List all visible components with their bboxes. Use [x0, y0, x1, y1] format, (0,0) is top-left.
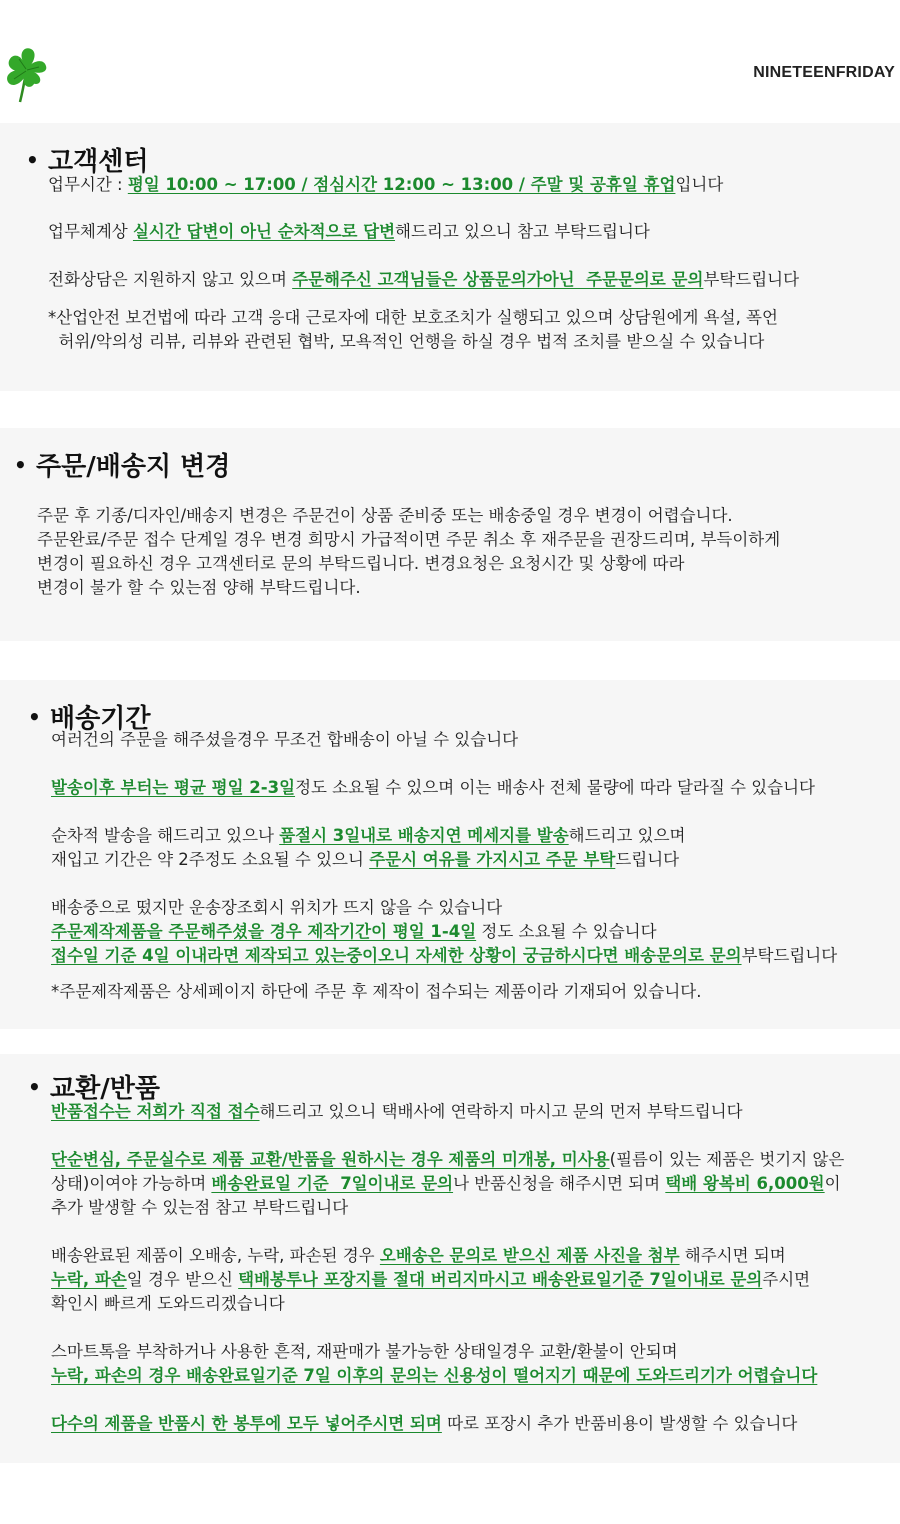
highlight-text: 주문해주신 고객님들은 상품문의가아닌 주문문의로 문의	[292, 270, 704, 289]
body-text: 주문완료/주문 접수 단계일 경우 변경 희망시 가급적이면 주문 취소 후 재주문을 권장드리며, 부득이하게	[37, 530, 781, 549]
text-line	[51, 1340, 678, 1364]
body-text: *주문제작제품은 상세페이지 하단에 주문 후 제작이 접수되는 제품이라 기재되어 있습니다.	[51, 982, 702, 1001]
text-line	[51, 776, 815, 800]
body-text: 여러건의 주문을 해주셨을경우 무조건 합배송이 아닐 수 있습니다	[51, 730, 519, 749]
text-line	[48, 173, 723, 197]
text-line	[51, 1412, 797, 1436]
highlight-text: 오배송은 문의로 받으신 제품 사진을 첨부	[379, 1246, 680, 1265]
body-text: 업무시간 :	[48, 175, 128, 194]
text-line	[51, 1244, 786, 1268]
body-text: 상태)이여야 가능하며	[51, 1174, 212, 1193]
body-text: 부탁드립니다	[741, 946, 838, 965]
body-text: 배송중으로 떴지만 운송장조회시 위치가 뜨지 않을 수 있습니다	[51, 898, 503, 917]
section-delivery-period	[0, 680, 900, 1029]
text-line	[51, 1292, 285, 1316]
text-line	[48, 330, 764, 354]
body-text: 허위/악의성 리뷰, 리뷰와 관련된 협박, 모욕적인 언행을 하실 경우 법적 조치를 받으실 수 있습니다	[48, 332, 765, 351]
body-text: 나 반품신청을 해주시면 되며	[453, 1174, 666, 1193]
highlight-text: 단순변심, 주문실수로 제품 교환/반품을 원하시는 경우 제품의 미개봉, 미사용	[51, 1150, 610, 1169]
body-text: 해주시면 되며	[679, 1246, 786, 1265]
body-text: 일 경우 받으신	[126, 1270, 239, 1289]
body-text: 변경이 불가 할 수 있는점 양해 부탁드립니다.	[37, 578, 361, 597]
highlight-text: 품절시 3일내로 배송지연 메세지를 발송	[279, 826, 569, 845]
section-title-text: 배송기간	[50, 704, 151, 734]
body-text: *산업안전 보건법에 따라 고객 응대 근로자에 대한 보호조치가 실행되고 있으며 상담원에게 욕설, 폭언	[48, 308, 778, 327]
section-title-text: 교환/반품	[50, 1074, 160, 1104]
brand-name: NINETEENFRIDAY	[753, 64, 895, 81]
highlight-text: 주문시 여유를 가지시고 주문 부탁	[369, 850, 616, 869]
highlight-text: 택배 왕복비 6,000원	[665, 1174, 825, 1193]
body-text: 추가 발생할 수 있는점 참고 부탁드립니다	[51, 1198, 349, 1217]
body-text: 해드리고 있으니 참고 부탁드립니다	[395, 222, 650, 241]
text-line	[37, 504, 733, 528]
text-line	[51, 944, 837, 968]
text-line	[51, 848, 679, 872]
text-line	[48, 220, 650, 244]
body-text: 부탁드립니다	[703, 270, 800, 289]
highlight-text: 발송이후 부터는 평균 평일 2-3일	[51, 778, 296, 797]
highlight-text: 접수일 기준 4일 이내라면 제작되고 있는중이오니 자세한 상황이 궁금하시다면 배송문의로 문의	[51, 946, 742, 965]
highlight-text: 누락, 파손의 경우 배송완료일기준 7일 이후의 문의는 신용성이 떨어지기 때문에 도와드리기가 어렵습니다	[51, 1366, 818, 1385]
body-text: 확인시 빠르게 도와드리겠습니다	[51, 1294, 285, 1313]
text-line	[51, 920, 657, 944]
body-text: 정도 소요될 수 있습니다	[476, 922, 657, 941]
body-text: 순차적 발송을 해드리고 있으나	[51, 826, 280, 845]
body-text: 해드리고 있으니 택배사에 연락하지 마시고 문의 먼저 부탁드립니다	[259, 1102, 743, 1121]
text-line	[51, 824, 686, 848]
section-order-change	[0, 428, 900, 641]
body-text: 변경이 필요하신 경우 고객센터로 문의 부탁드립니다. 변경요청은 요청시간 및 상황에 따라	[37, 554, 685, 573]
text-line	[48, 268, 799, 292]
body-text: 드립니다	[615, 850, 680, 869]
text-line	[48, 306, 778, 330]
four-leaf-clover-icon	[2, 42, 50, 104]
body-text: 해드리고 있으며	[568, 826, 686, 845]
text-line	[37, 528, 780, 552]
text-line	[51, 1172, 841, 1196]
body-text: 따로 포장시 추가 반품비용이 발생할 수 있습니다	[441, 1414, 798, 1433]
highlight-text: 택배봉투나 포장지를 절대 버리지마시고 배송완료일기준 7일이내로 문의	[238, 1270, 763, 1289]
text-line	[51, 1148, 844, 1172]
text-line	[51, 1364, 817, 1388]
highlight-text: 다수의 제품을 반품시 한 봉투에 모두 넣어주시면 되며	[51, 1414, 442, 1433]
body-text: 스마트톡을 부착하거나 사용한 흔적, 재판매가 불가능한 상태일경우 교환/환불이 안되며	[51, 1342, 678, 1361]
bullet-icon: •	[14, 453, 27, 477]
body-text: 업무체계상	[48, 222, 133, 241]
body-text: 정도 소요될 수 있으며 이는 배송사 전체 물량에 따라 달라질 수 있습니다	[295, 778, 815, 797]
body-text: 배송완료된 제품이 오배송, 누락, 파손된 경우	[51, 1246, 380, 1265]
text-line	[51, 1268, 810, 1292]
text-line	[51, 1100, 743, 1124]
highlight-text: 반품접수는 저희가 직접 접수	[51, 1102, 260, 1121]
section-customer-center	[0, 123, 900, 391]
text-line	[51, 896, 502, 920]
section-title	[14, 446, 230, 483]
page-header	[0, 0, 900, 120]
body-text: (필름이 있는 제품은 벗기지 않은	[609, 1150, 845, 1169]
highlight-text: 실시간 답변이 아닌 순차적으로 답변	[132, 222, 396, 241]
text-line	[51, 728, 518, 752]
bullet-icon: •	[28, 705, 41, 729]
highlight-text: 배송완료일 기준 7일이내로 문의	[211, 1174, 454, 1193]
body-text: 주시면	[762, 1270, 811, 1289]
highlight-text: 누락, 파손	[51, 1270, 127, 1289]
text-line	[51, 980, 701, 1004]
section-title-text: 고객센터	[48, 147, 149, 177]
text-line	[37, 552, 684, 576]
highlight-text: 평일 10:00 ~ 17:00 / 점심시간 12:00 ~ 13:00 / 주말 및 공휴일 휴업	[127, 175, 676, 194]
body-text: 입니다	[675, 175, 724, 194]
section-title-text: 주문/배송지 변경	[36, 452, 231, 482]
body-text: 이	[824, 1174, 841, 1193]
bullet-icon: •	[28, 1075, 41, 1099]
body-text: 전화상담은 지원하지 않고 있으며	[48, 270, 293, 289]
body-text: 주문 후 기종/디자인/배송지 변경은 주문건이 상품 준비중 또는 배송중일 경우 변경이 어렵습니다.	[37, 506, 733, 525]
section-exchange-return	[0, 1054, 900, 1463]
highlight-text: 주문제작제품을 주문해주셨을 경우 제작기간이 평일 1-4일	[51, 922, 477, 941]
text-line	[37, 576, 361, 600]
body-text: 재입고 기간은 약 2주정도 소요될 수 있으니	[51, 850, 370, 869]
bullet-icon: •	[26, 148, 39, 172]
text-line	[51, 1196, 348, 1220]
